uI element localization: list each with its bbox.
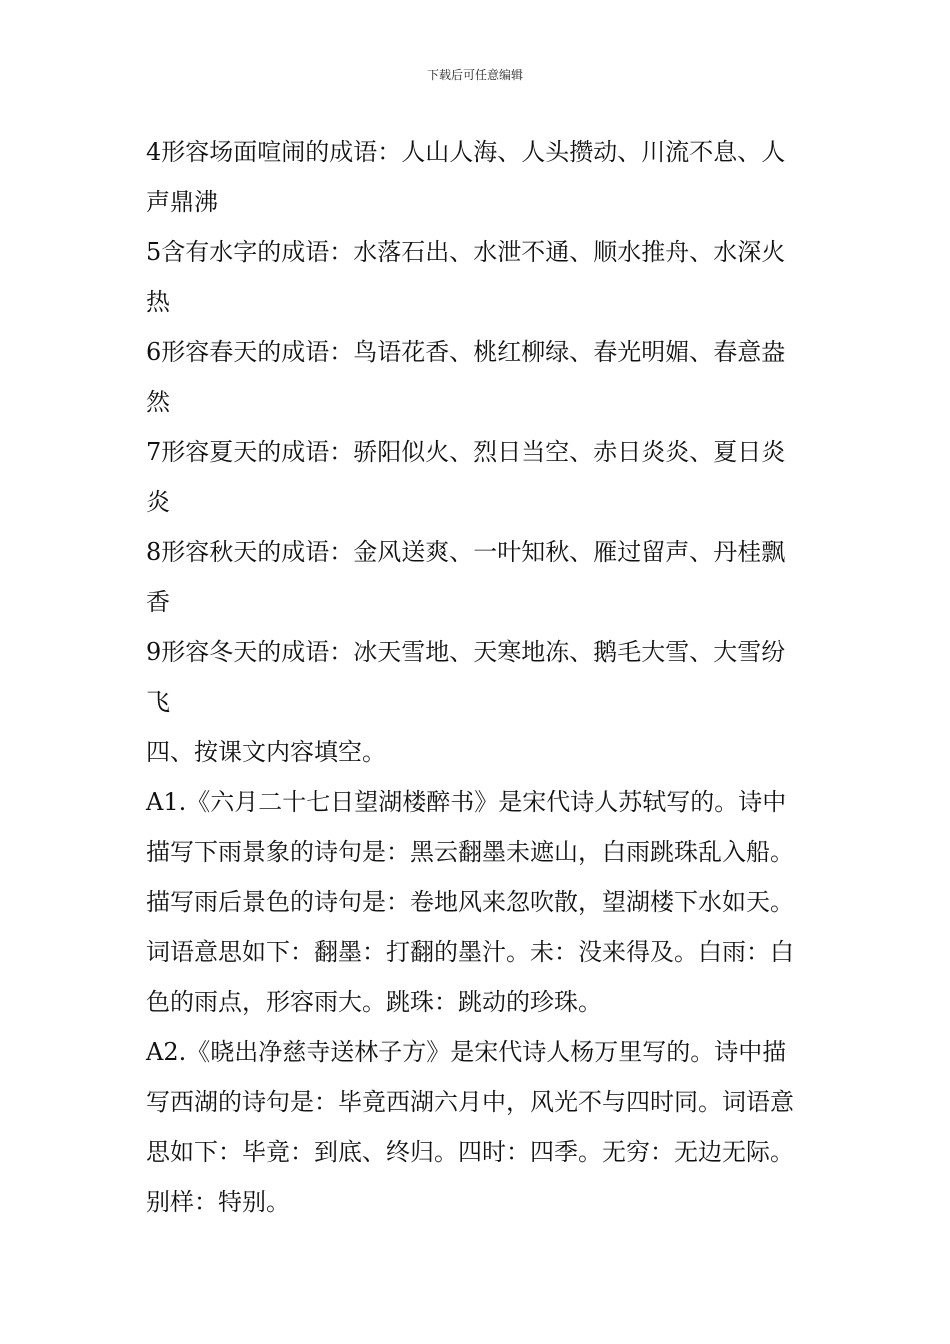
page-header: 下载后可任意编辑 (426, 68, 523, 82)
document-body (146, 127, 806, 1227)
idiom-paragraph-winter: 9形容冬天的成语：冰天雪地、天寒地冻、鹅毛大雪、大雪纷飞 (146, 638, 786, 716)
poem-paragraph-a1: A1.《六月二十七日望湖楼醉书》是宋代诗人苏轼写的。诗中描写下雨景象的诗句是：黑云翻墨未遮山，白雨跳珠乱入船。描写雨后景色的诗句是：卷地风来忽吹散，望湖楼下水如天。词语意思如下：翻墨：打翻的墨汁。未：没来得及。白雨：白色的雨点，形容雨大。跳珠：跳动的珍珠。 (146, 788, 794, 1016)
idiom-paragraph-noisy: 4形容场面喧闹的成语：人山人海、人头攒动、川流不息、人声鼎沸 (146, 138, 786, 216)
idiom-paragraph-spring: 6形容春天的成语：鸟语花香、桃红柳绿、春光明媚、春意盎然 (146, 338, 786, 416)
idiom-paragraph-summer: 7形容夏天的成语：骄阳似火、烈日当空、赤日炎炎、夏日炎炎 (146, 438, 786, 516)
section-heading: 四、按课文内容填空。 (146, 738, 386, 766)
poem-paragraph-a2: A2.《晓出净慈寺送林子方》是宋代诗人杨万里写的。诗中描写西湖的诗句是：毕竟西湖六月中，风光不与四时同。词语意思如下：毕竟：到底、终归。四时：四季。无穷：无边无际。别样：特别。 (146, 1038, 794, 1216)
idiom-paragraph-water: 5含有水字的成语：水落石出、水泄不通、顺水推舟、水深火热 (146, 238, 786, 316)
idiom-paragraph-autumn: 8形容秋天的成语：金风送爽、一叶知秋、雁过留声、丹桂飘香 (146, 538, 786, 616)
